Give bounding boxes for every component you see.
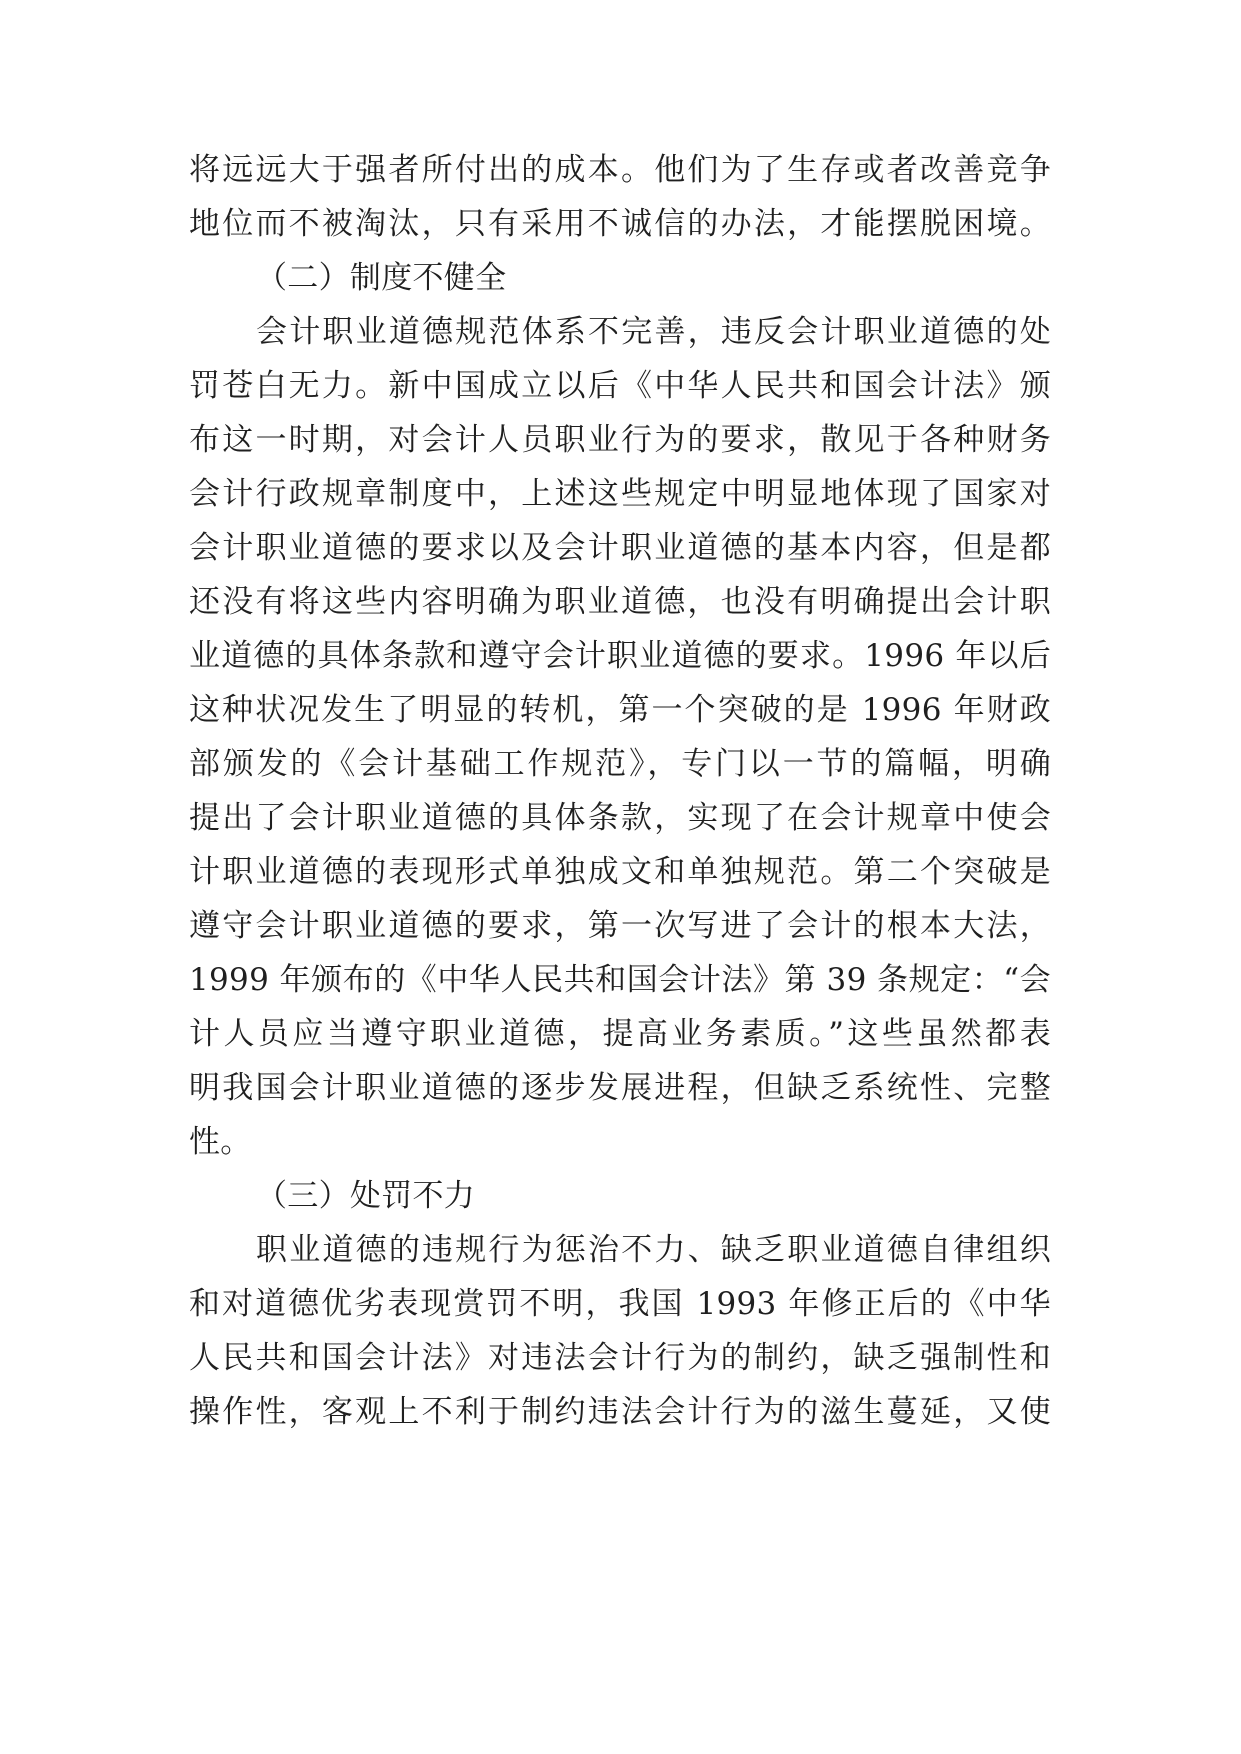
paragraph-last-line: 性。: [189, 1124, 252, 1160]
text-line: 1999 年颁布的《中华人民共和国会计法》第 39 条规定：“会: [189, 962, 1051, 998]
text-line: 遵守会计职业道德的要求，第一次写进了会计的根本大法，: [189, 908, 1051, 944]
text-line: 罚苍白无力。新中国成立以后《中华人民共和国会计法》颁: [189, 368, 1051, 404]
text-line: 会计行政规章制度中，上述这些规定中明显地体现了国家对: [189, 476, 1051, 512]
text-line: 将远远大于强者所付出的成本。他们为了生存或者改善竞争: [189, 152, 1051, 188]
text-line: 部颁发的《会计基础工作规范》，专门以一节的篇幅，明确: [189, 746, 1051, 782]
text-line: 和对道德优劣表现赏罚不明，我国 1993 年修正后的《中华: [189, 1286, 1051, 1322]
text-line: 业道德的具体条款和遵守会计职业道德的要求。1996 年以后: [189, 638, 1051, 674]
text-line: 明我国会计职业道德的逐步发展进程，但缺乏系统性、完整: [189, 1070, 1051, 1106]
text-line: 地位而不被淘汰，只有采用不诚信的办法，才能摆脱困境。: [189, 206, 1051, 242]
text-line: 提出了会计职业道德的具体条款，实现了在会计规章中使会: [189, 800, 1051, 836]
section-heading-2: （二）制度不健全: [256, 260, 507, 296]
text-line: 人民共和国会计法》对违法会计行为的制约，缺乏强制性和: [189, 1340, 1051, 1376]
text-line: 会计职业道德的要求以及会计职业道德的基本内容，但是都: [189, 530, 1051, 566]
text-line: 这种状况发生了明显的转机，第一个突破的是 1996 年财政: [189, 692, 1051, 728]
text-line: 还没有将这些内容明确为职业道德，也没有明确提出会计职: [189, 584, 1051, 620]
text-line: 布这一时期，对会计人员职业行为的要求，散见于各种财务: [189, 422, 1051, 458]
paragraph-first-line: 职业道德的违规行为惩治不力、缺乏职业道德自律组织: [256, 1232, 1051, 1268]
text-line: 计人员应当遵守职业道德，提高业务素质。”这些虽然都表: [189, 1016, 1051, 1052]
text-line: 操作性，客观上不利于制约违法会计行为的滋生蔓延，又使: [189, 1394, 1051, 1430]
section-heading-3: （三）处罚不力: [256, 1178, 476, 1214]
text-line: 计职业道德的表现形式单独成文和单独规范。第二个突破是: [189, 854, 1051, 890]
paragraph-first-line: 会计职业道德规范体系不完善，违反会计职业道德的处: [256, 314, 1051, 350]
